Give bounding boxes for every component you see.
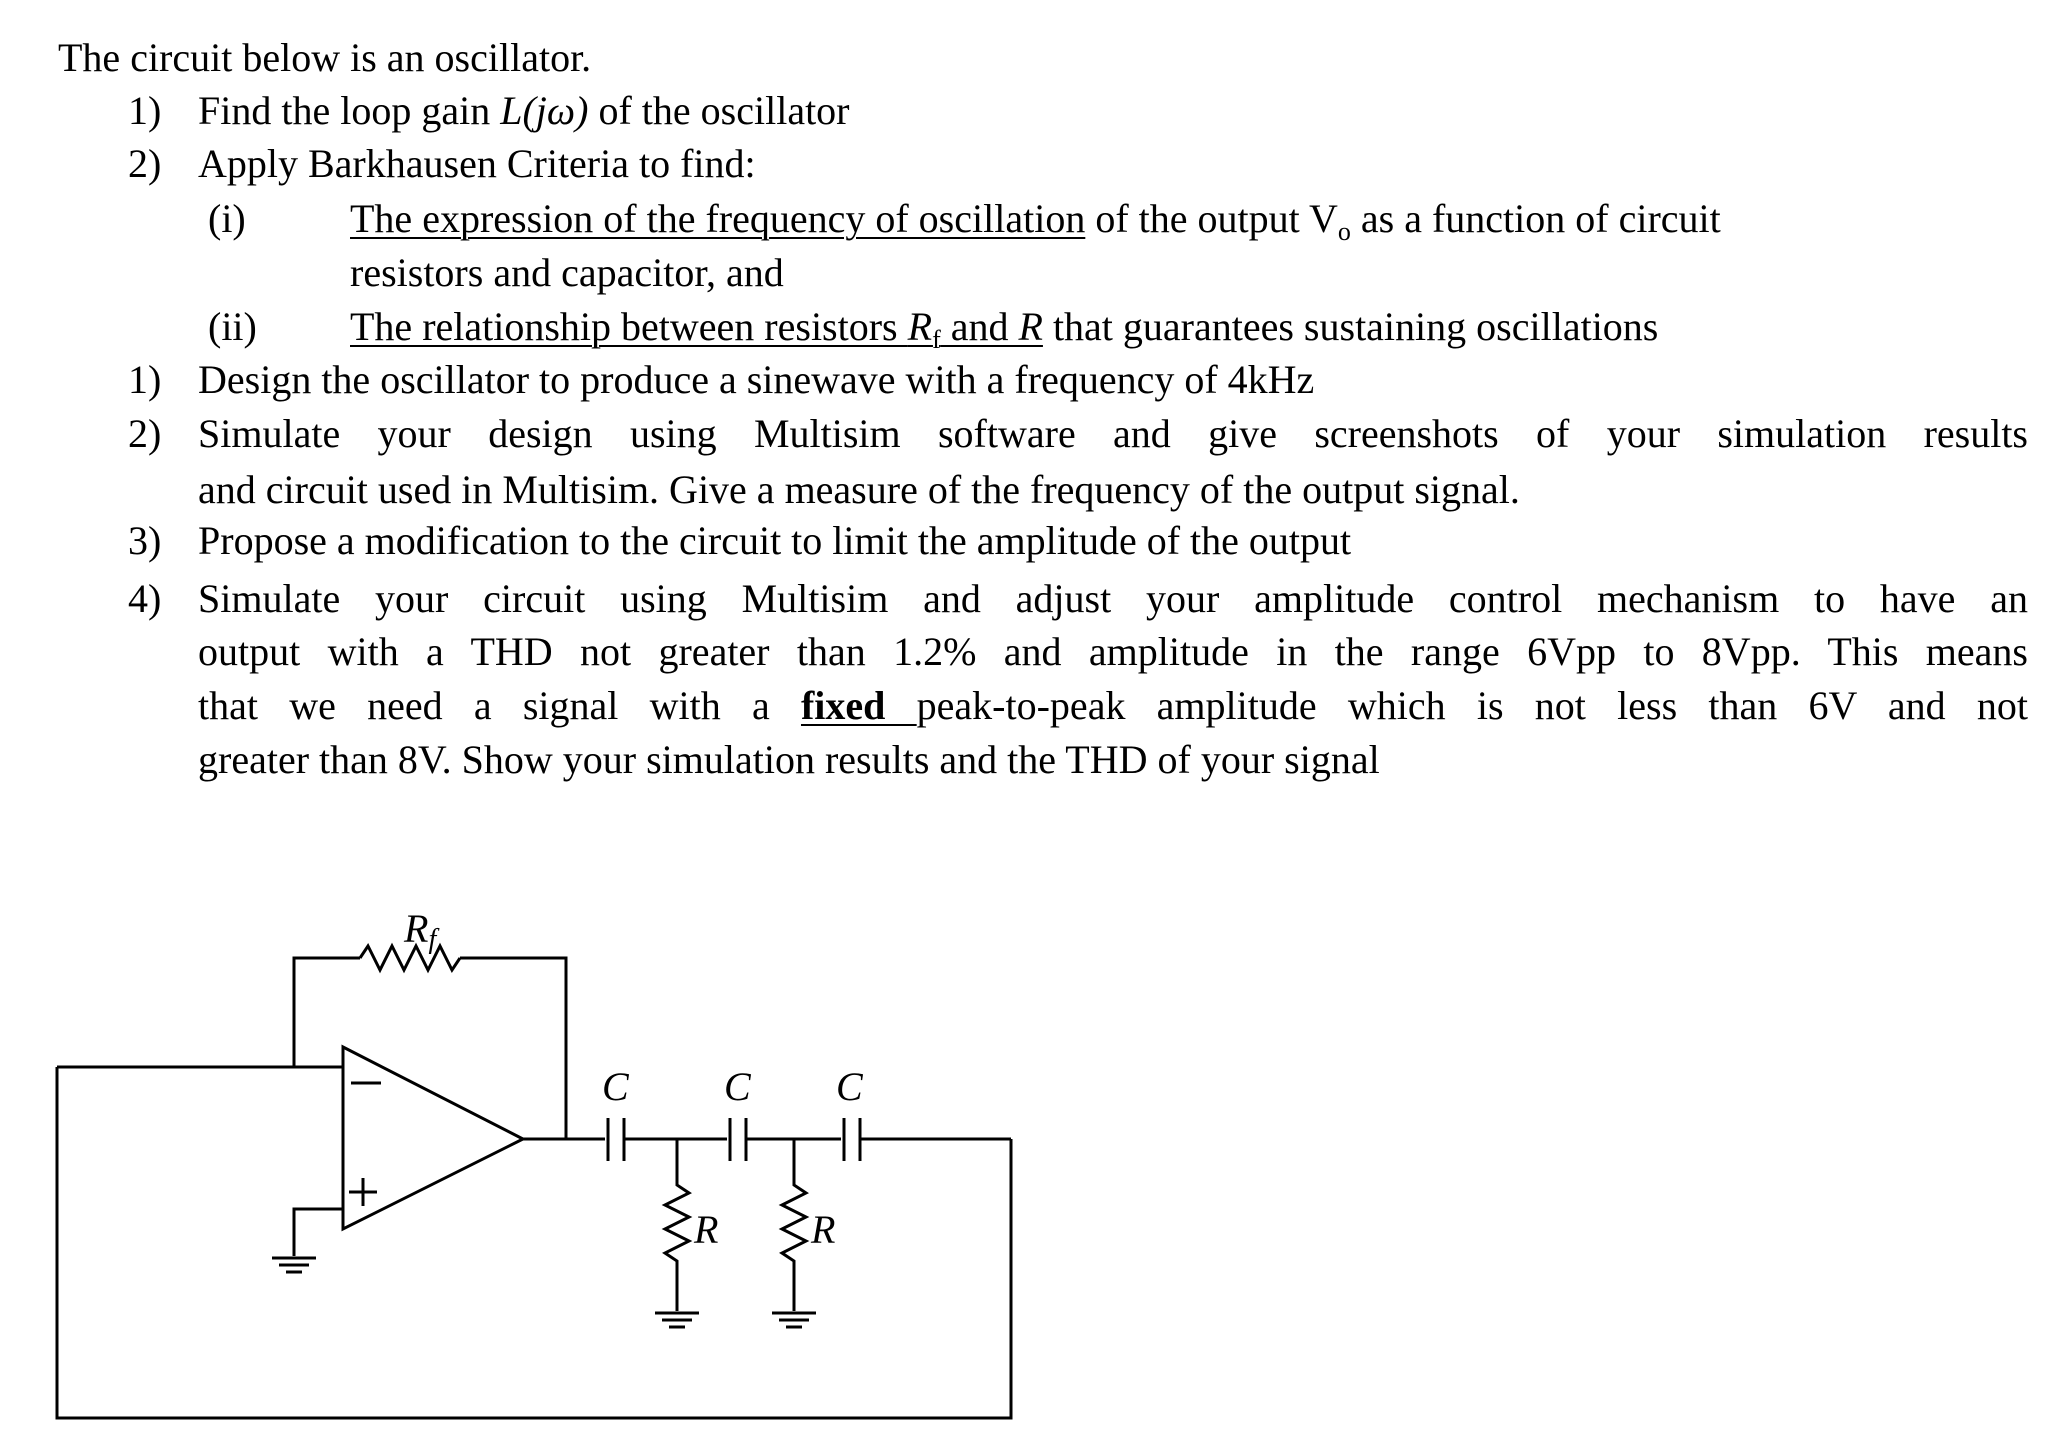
subitem-i-number: (i): [208, 196, 246, 241]
item2-4-line4: greater than 8V. Show your simulation results and the THD of your signal: [198, 737, 1380, 782]
ground-icon: [772, 1313, 816, 1327]
rf-label: Rf: [404, 906, 437, 955]
op-amp: [343, 1047, 523, 1229]
item2-4-line1: Simulate your circuit using Multisim and adjust your amplitude control mechanism to have an: [198, 576, 2028, 621]
resistor-1-label: R: [694, 1207, 719, 1252]
ground-icon: [272, 1258, 316, 1272]
item2-4-number: 4): [128, 576, 162, 621]
item2-1-number: 1): [128, 357, 162, 402]
item2-4-line2: output with a THD not greater than 1.2% and amplitude in the range 6Vpp to 8Vpp. This means: [198, 629, 2028, 674]
item2-2-line2: and circuit used in Multisim. Give a measure of the frequency of the output signal.: [198, 467, 1520, 512]
rf-wire-right: [460, 958, 566, 1139]
subitem-i-continuation: resistors and capacitor, and: [350, 250, 784, 295]
item2-3-number: 3): [128, 518, 162, 563]
intro-text: The circuit below is an oscillator.: [58, 35, 592, 80]
item-1-number: 1): [128, 88, 162, 133]
resistor-1: [665, 1139, 689, 1311]
subitem-ii-number: (ii): [208, 304, 257, 349]
noninv-wire: [294, 1209, 343, 1256]
ground-icon: [655, 1313, 699, 1327]
item-2-text: Apply Barkhausen Criteria to find:: [198, 141, 756, 186]
subitem-ii-text: The relationship between resistors $R_f$ and R that guarantees sustaining oscillations: [350, 304, 1659, 354]
item2-2-line1: Simulate your design using Multisim software and give screenshots of your simulation results: [198, 411, 2028, 456]
item2-2-number: 2): [128, 411, 162, 456]
item2-3-text: Propose a modification to the circuit to limit the amplitude of the output: [198, 518, 1352, 563]
item2-1-text: Design the oscillator to produce a sinewave with a frequency of 4kHz: [198, 357, 1315, 402]
resistor-2-label: R: [811, 1207, 836, 1252]
capacitor-3-label: C: [836, 1064, 863, 1109]
capacitor-1-label: C: [602, 1064, 629, 1109]
item-2-number: 2): [128, 141, 162, 186]
subitem-i-text: The expression of the frequency of oscillation of the output $V_o$ as a function of circuit: [350, 196, 1721, 246]
resistor-2: [782, 1139, 806, 1311]
item2-4-line3: that we need a signal with a fixed peak-to-peak amplitude which is not less than 6V and not: [198, 683, 2029, 728]
item-1-text: Find the loop gain L(jω) of the oscillator: [198, 88, 850, 133]
capacitor-2-label: C: [724, 1064, 751, 1109]
